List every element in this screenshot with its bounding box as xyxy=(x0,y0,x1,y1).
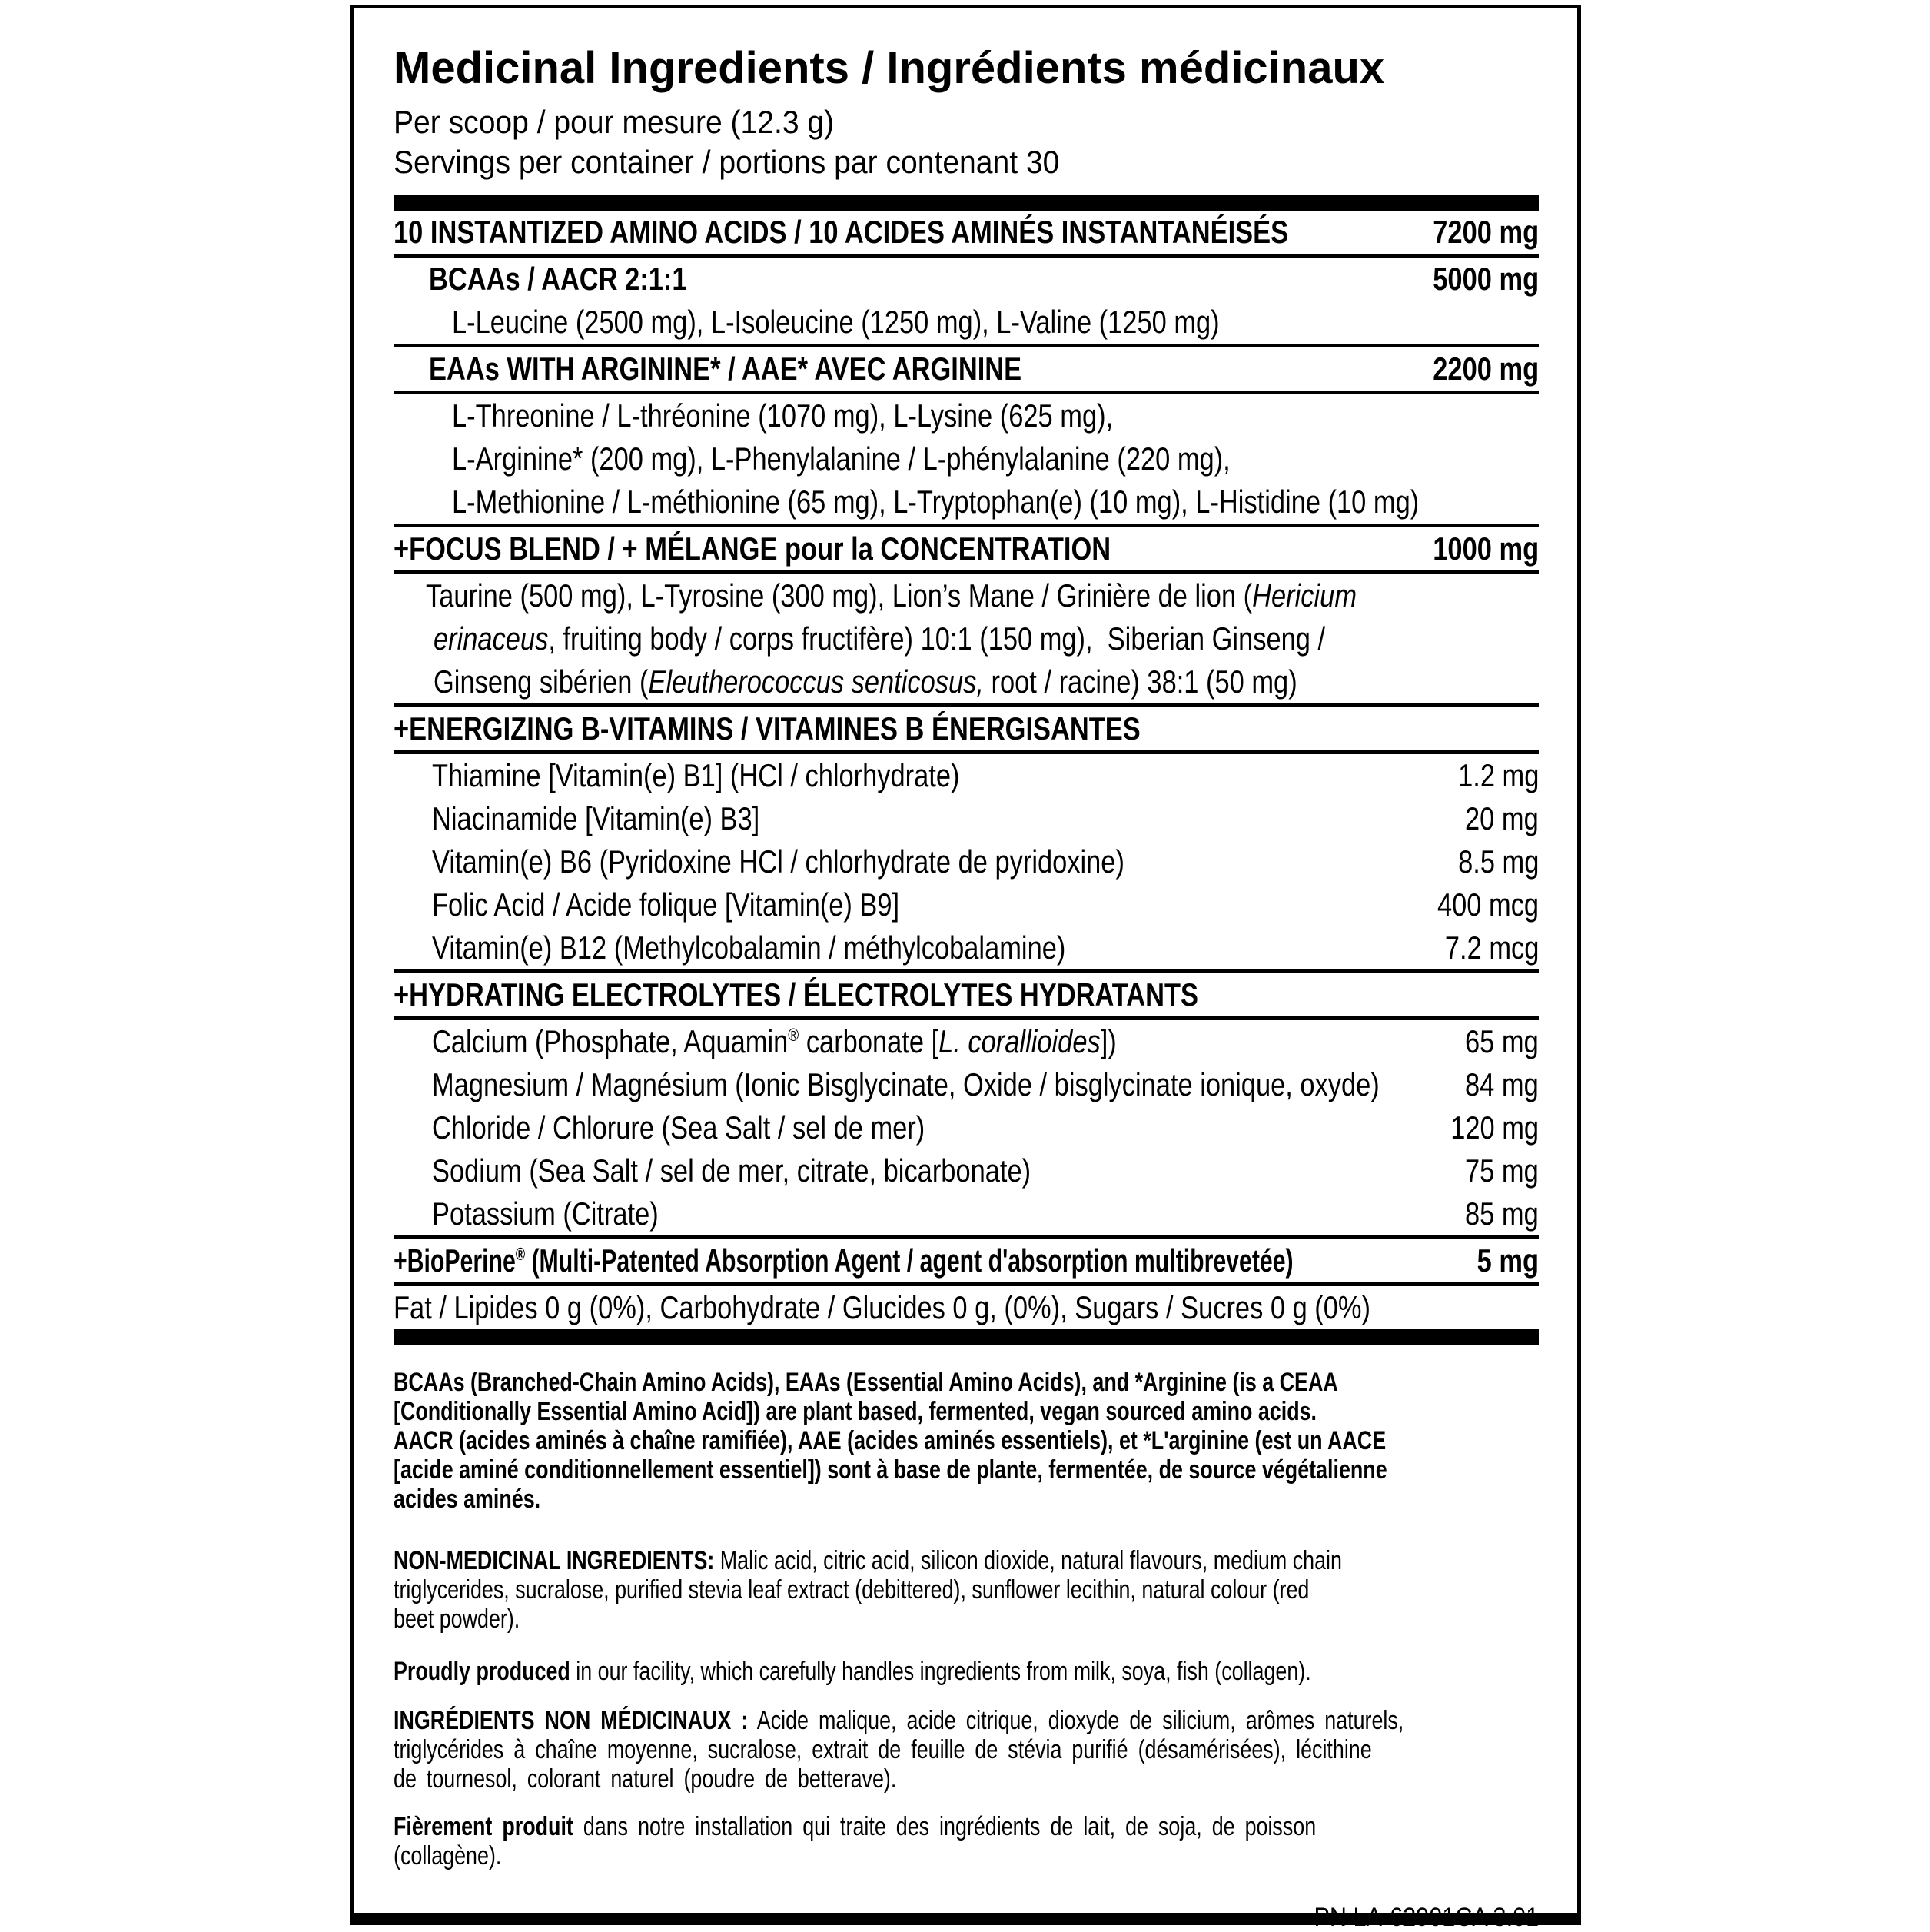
folic-acid-amount: 400 mcg xyxy=(1437,886,1539,923)
footnote-plant-based: BCAAs (Branched-Chain Amino Acids), EAAs (Essential Amino Acids), and *Arginine (is a CEAA [Conditionally Essential Amino Acid]) are plant based, fermented, vegan sourced amino acids. AACR (acides aminés à chaîne ramifiée), AAE (acides aminés essentiels), et *L'arginine (est un AACE [acide aminé conditionnellement essentiel]) sont à base de plante, fermentée, de source végétalienne acides aminés. xyxy=(394,1368,1387,1514)
row-thiamine: Thiamine [Vitamin(e) B1] (HCl / chlorhydrate) 1.2 mg xyxy=(394,754,1539,797)
footnote-non-medicinal: NON-MEDICINAL INGREDIENTS: Malic acid, citric acid, silicon dioxide, natural flavours, medium chain triglycerides, sucralose, purified stevia leaf extract (debittered), sunflower lecithin, natural colour (red beet powder). xyxy=(394,1546,1342,1634)
footnote-fierement-produit: Fièrement produit dans notre installation qui traite des ingrédients de lait, de soja, de poisson (collagène). xyxy=(394,1812,1317,1870)
niacinamide-amount: 20 mg xyxy=(1465,800,1539,836)
table-bottom-bar xyxy=(394,1329,1539,1345)
bcaa-amount: 5000 mg xyxy=(1433,261,1539,297)
row-eaa-detail-1: L-Threonine / L-thréonine (1070 mg), L-Lysine (625 mg), xyxy=(452,397,1114,434)
row-niacinamide: Niacinamide [Vitamin(e) B3] 20 mg xyxy=(394,797,1539,840)
fierement-produit-label: Fièrement produit xyxy=(394,1812,573,1841)
proudly-produced-label: Proudly produced xyxy=(394,1657,570,1686)
row-calcium: Calcium (Phosphate, Aquamin® carbonate [L. corallioides]) 65 mg xyxy=(394,1020,1539,1063)
row-electrolytes-header: +HYDRATING ELECTROLYTES / ÉLECTROLYTES HYDRATANTS xyxy=(394,976,1199,1013)
row-vitamin-b6: Vitamin(e) B6 (Pyridoxine HCl / chlorhydrate de pyridoxine) 8.5 mg xyxy=(394,840,1539,883)
amino-total-amount: 7200 mg xyxy=(1433,214,1539,250)
registered-mark: ® xyxy=(515,1244,526,1264)
row-sodium: Sodium (Sea Salt / sel de mer, citrate, bicarbonate) 75 mg xyxy=(394,1149,1539,1192)
vitamin-b6-amount: 8.5 mg xyxy=(1457,843,1539,880)
row-amino-total: 10 INSTANTIZED AMINO ACIDS / 10 ACIDES AMINÉS INSTANTANÉISÉS 7200 mg xyxy=(394,211,1539,254)
row-focus-detail-1: Taurine (500 mg), L-Tyrosine (300 mg), Lion’s Mane / Grinière de lion (Hericium xyxy=(426,577,1357,614)
row-bioperine: +BioPerine® (Multi-Patented Absorption Agent / agent d'absorption multibrevetée) 5 mg xyxy=(394,1239,1539,1282)
sodium-amount: 75 mg xyxy=(1465,1152,1539,1189)
medicinal-ingredients-panel xyxy=(350,5,1581,1932)
row-eaa: EAAs WITH ARGININE* / AAE* AVEC ARGININE 2200 mg xyxy=(394,347,1539,391)
row-focus-detail-2: erinaceus, fruiting body / corps fructifère) 10:1 (150 mg), Siberian Ginseng / xyxy=(434,620,1326,657)
part-number: PN LA-62901CA 3.01 xyxy=(1314,1903,1539,1932)
focus-blend-amount: 1000 mg xyxy=(1433,530,1539,567)
row-vitamin-b12: Vitamin(e) B12 (Methylcobalamin / méthylcobalamine) 7.2 mcg xyxy=(394,926,1539,969)
table-top-bar xyxy=(394,195,1539,211)
row-eaa-detail-2: L-Arginine* (200 mg), L-Phenylalanine / L-phénylalanine (220 mg), xyxy=(452,441,1231,477)
servings-per-container-line: Servings per container / portions par contenant 30 xyxy=(394,144,1060,180)
eaa-amount: 2200 mg xyxy=(1433,351,1539,387)
potassium-amount: 85 mg xyxy=(1465,1195,1539,1232)
row-macros: Fat / Lipides 0 g (0%), Carbohydrate / Glucides 0 g, (0%), Sugars / Sucres 0 g (0%) xyxy=(394,1289,1371,1325)
non-medicinal-label: NON-MEDICINAL INGREDIENTS: xyxy=(394,1546,715,1575)
row-focus-blend: +FOCUS BLEND / + MÉLANGE pour la CONCENTRATION 1000 mg xyxy=(394,527,1539,570)
chloride-amount: 120 mg xyxy=(1450,1109,1539,1146)
bioperine-amount: 5 mg xyxy=(1477,1242,1539,1279)
row-chloride: Chloride / Chlorure (Sea Salt / sel de mer) 120 mg xyxy=(394,1106,1539,1149)
vitamin-b12-amount: 7.2 mcg xyxy=(1444,929,1539,966)
magnesium-amount: 84 mg xyxy=(1465,1066,1539,1102)
row-eaa-detail-3: L-Methionine / L-méthionine (65 mg), L-Tryptophan(e) (10 mg), L-Histidine (10 mg) xyxy=(452,484,1420,520)
row-folic-acid: Folic Acid / Acide folique [Vitamin(e) B9] 400 mcg xyxy=(394,883,1539,926)
row-bvitamins-header: +ENERGIZING B-VITAMINS / VITAMINES B ÉNERGISANTES xyxy=(394,710,1141,747)
calcium-amount: 65 mg xyxy=(1465,1023,1539,1059)
non-medicinal-fr-label: INGRÉDIENTS NON MÉDICINAUX : xyxy=(394,1706,749,1735)
footnote-non-medicinal-fr: INGRÉDIENTS NON MÉDICINAUX : Acide malique, acide citrique, dioxyde de silicium, arômes naturels, triglycérides à chaîne moyenne, sucralose, extrait de feuille de stévia purifié (désamérisées), lécithine de tournesol, colorant naturel (poudre de betterave). xyxy=(394,1706,1404,1794)
row-magnesium: Magnesium / Magnésium (Ionic Bisglycinate, Oxide / bisglycinate ionique, oxyde) 84 mg xyxy=(394,1063,1539,1106)
row-bcaa-detail: L-Leucine (2500 mg), L-Isoleucine (1250 mg), L-Valine (1250 mg) xyxy=(452,304,1220,340)
panel-title: Medicinal Ingredients / Ingrédients médicinaux xyxy=(394,43,1385,93)
row-bcaa: BCAAs / AACR 2:1:1 5000 mg xyxy=(394,258,1539,301)
footnote-proudly-produced: Proudly produced in our facility, which carefully handles ingredients from milk, soya, fish (collagen). xyxy=(394,1657,1311,1686)
row-potassium: Potassium (Citrate) 85 mg xyxy=(394,1192,1539,1235)
row-focus-detail-3: Ginseng sibérien (Eleutherococcus senticosus, root / racine) 38:1 (50 mg) xyxy=(434,663,1297,700)
thiamine-amount: 1.2 mg xyxy=(1457,757,1539,793)
serving-size-line: Per scoop / pour mesure (12.3 g) xyxy=(394,104,835,140)
registered-mark: ® xyxy=(788,1025,799,1045)
